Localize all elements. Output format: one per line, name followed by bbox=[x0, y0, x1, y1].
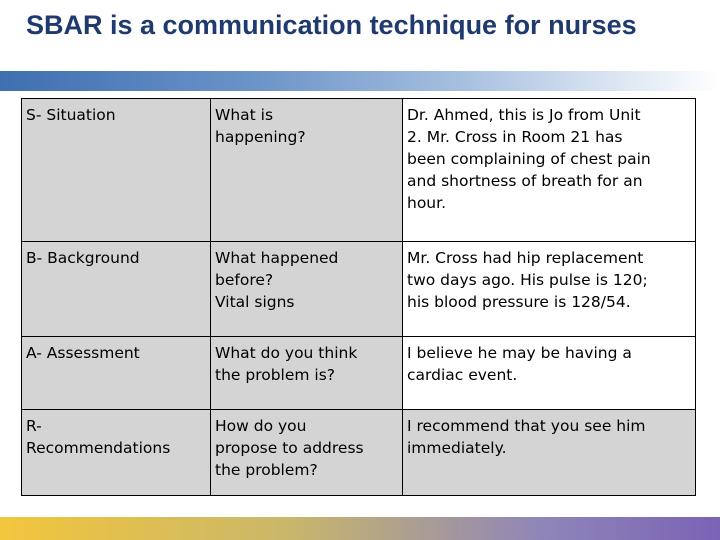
sbar-question-cell: What do you think the problem is? bbox=[211, 337, 403, 410]
sbar-question-cell: How do you propose to address the problem? bbox=[211, 410, 403, 496]
table-row bbox=[22, 337, 696, 410]
sbar-example-cell: Mr. Cross had hip replacement two days ago. His pulse is 120; his blood pressure is 128/54. bbox=[403, 242, 696, 337]
sbar-example-cell: I recommend that you see him immediately. bbox=[403, 410, 696, 496]
sbar-table bbox=[21, 98, 696, 496]
sbar-question-cell: What happened before? Vital signs bbox=[211, 242, 403, 337]
sbar-example-cell: Dr. Ahmed, this is Jo from Unit 2. Mr. Cross in Room 21 has been complaining of chest pain and shortness of breath for an hour. bbox=[403, 99, 696, 242]
sbar-question-cell: What is happening? bbox=[211, 99, 403, 242]
table-row bbox=[22, 99, 696, 242]
sbar-label-cell: R- Recommendations bbox=[22, 410, 211, 496]
sbar-label-cell: S- Situation bbox=[22, 99, 211, 242]
footer-gradient-bar bbox=[0, 517, 720, 540]
slide-title: SBAR is a communication technique for nurses bbox=[26, 10, 637, 40]
table-row bbox=[22, 242, 696, 337]
header-gradient-bar bbox=[0, 71, 720, 91]
sbar-label-cell: A- Assessment bbox=[22, 337, 211, 410]
table-row bbox=[22, 410, 696, 496]
sbar-label-cell: B- Background bbox=[22, 242, 211, 337]
sbar-example-cell: I believe he may be having a cardiac event. bbox=[403, 337, 696, 410]
